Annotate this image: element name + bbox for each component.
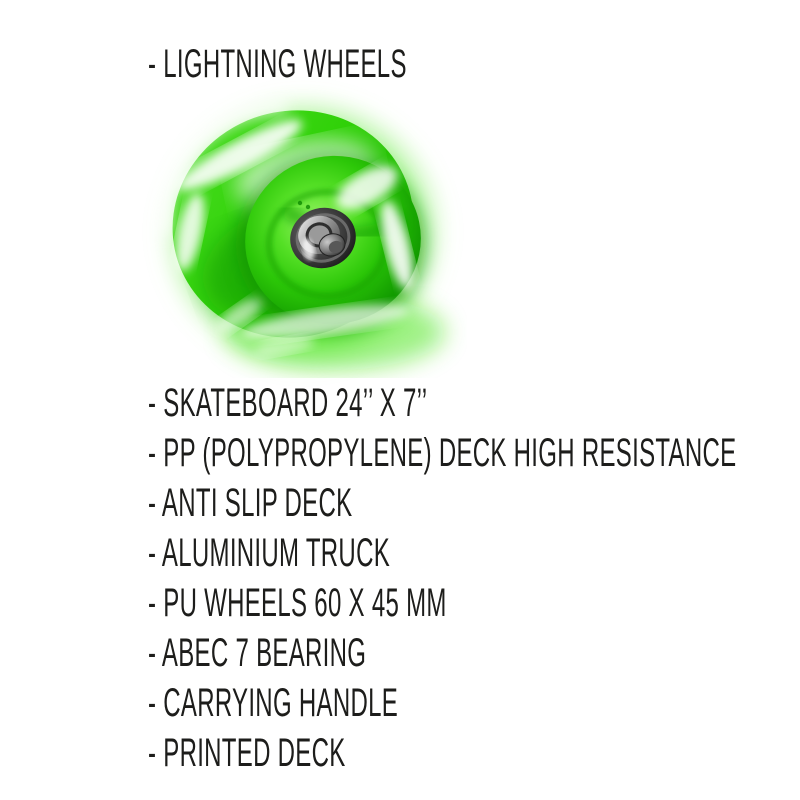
- lightning-wheel-image: [135, 60, 475, 400]
- wheel-illustration: [135, 60, 475, 400]
- feature-item: - PP (POLYPROPYLENE) DECK HIGH RESISTANCE: [148, 431, 737, 475]
- feature-item: - SKATEBOARD 24’’ X 7’’: [148, 381, 428, 425]
- feature-item: - ANTI SLIP DECK: [148, 481, 353, 525]
- feature-item: - PU WHEELS 60 X 45 MM: [148, 581, 447, 625]
- feature-item: - ABEC 7 BEARING: [148, 631, 367, 675]
- feature-item: - PRINTED DECK: [148, 731, 346, 775]
- feature-list: [148, 378, 800, 778]
- feature-item: - CARRYING HANDLE: [148, 681, 399, 725]
- feature-item: - ALUMINIUM TRUCK: [148, 531, 391, 575]
- product-title: - LIGHTNING WHEELS: [148, 42, 407, 86]
